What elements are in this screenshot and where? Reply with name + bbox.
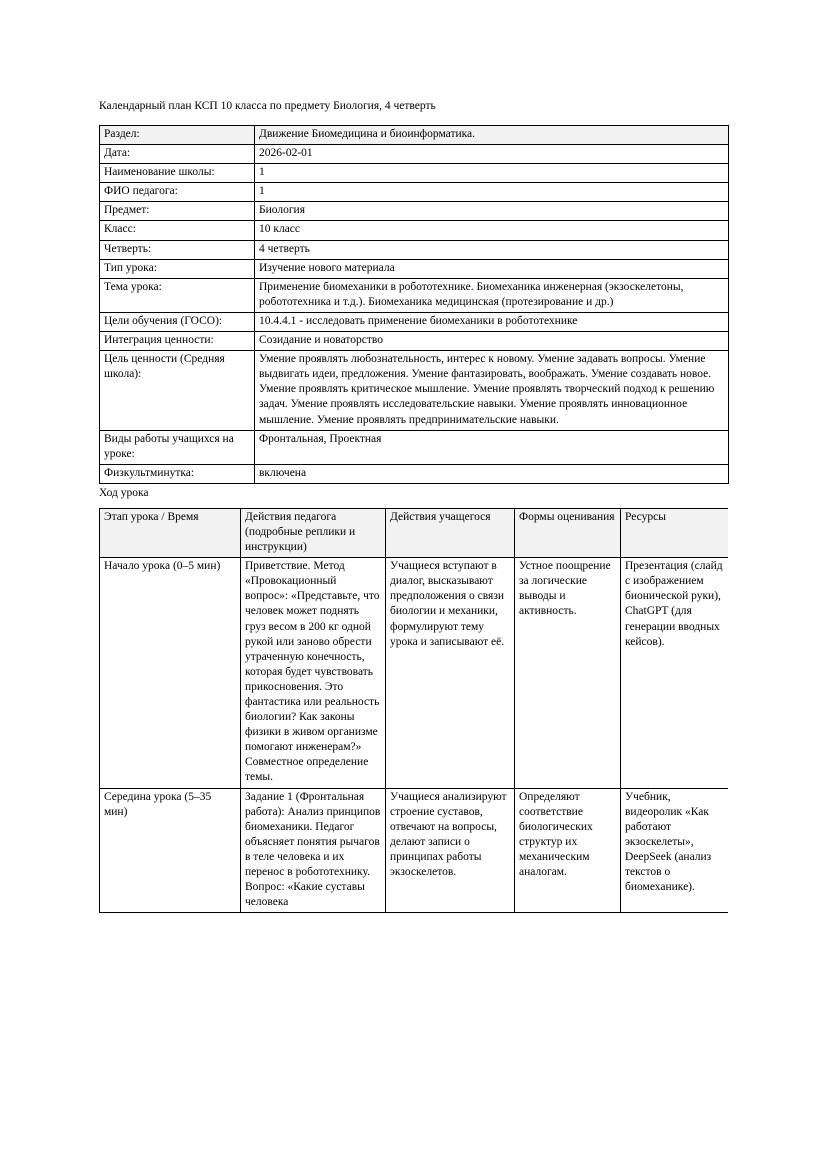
table-row	[100, 164, 729, 183]
table-row	[100, 126, 729, 145]
info-label: Раздел:	[100, 126, 255, 145]
info-value: Созидание и новаторство	[255, 332, 729, 351]
info-value: 1	[255, 164, 729, 183]
info-label: Дата:	[100, 145, 255, 164]
info-label: Четверть:	[100, 240, 255, 259]
cell-assessment: Устное поощрение за логические выводы и активность.	[515, 558, 621, 788]
lesson-plan-body	[100, 558, 729, 913]
table-row	[100, 221, 729, 240]
lesson-plan-head	[100, 508, 729, 557]
table-row	[100, 259, 729, 278]
info-label: Наименование школы:	[100, 164, 255, 183]
table-row	[100, 312, 729, 331]
info-value: включена	[255, 464, 729, 483]
lesson-plan-table	[99, 508, 728, 913]
cell-teacher-actions: Приветствие. Метод «Провокационный вопрос»: «Представьте, что человек может поднять груз весом в 200 кг одной рукой или заново обрести утраченную конечность, которая будет чувствовать прикосновения. Это фантастика или реальность биологии? Как законы физики в живом организме помогают инженерам?» Совместное определение темы.	[241, 558, 386, 788]
info-label: Тип урока:	[100, 259, 255, 278]
cell-assessment: Определяют соответствие биологических структур их механическим аналогам.	[515, 788, 621, 913]
table-row	[100, 351, 729, 430]
document-content	[99, 99, 728, 1076]
cell-student-actions: Учащиеся анализируют строение суставов, отвечают на вопросы, делают записи о принципах работы экзоскелетов.	[386, 788, 515, 913]
table-row	[100, 788, 729, 913]
table-row	[100, 332, 729, 351]
info-label: Цели обучения (ГОСО):	[100, 312, 255, 331]
cell-teacher-actions: Задание 1 (Фронтальная работа): Анализ принципов биомеханики. Педагог объясняет понятия рычагов в теле человека и их перенос в робототехнику. Вопрос: «Какие суставы человека	[241, 788, 386, 913]
table-row	[100, 430, 729, 464]
table-row	[100, 202, 729, 221]
info-label: Цель ценности (Средняя школа):	[100, 351, 255, 430]
info-label: Виды работы учащихся на уроке:	[100, 430, 255, 464]
info-value: 10.4.4.1 - исследовать применение биомеханики в робототехнике	[255, 312, 729, 331]
info-value: 1	[255, 183, 729, 202]
info-value: Движение Биомедицина и биоинформатика.	[255, 126, 729, 145]
table-row	[100, 464, 729, 483]
info-value: 2026-02-01	[255, 145, 729, 164]
table-row	[100, 278, 729, 312]
info-value: Биология	[255, 202, 729, 221]
cell-student-actions: Учащиеся вступают в диалог, высказывают предположения о связи биологии и механики, формулируют тему урока и записывают её.	[386, 558, 515, 788]
table-header-row	[100, 508, 729, 557]
info-value: Умение проявлять любознательность, интерес к новому. Умение задавать вопросы. Умение выдвигать идеи, предложения. Умение фантазировать, воображать. Умение создавать новое. Умение проявлять критическое мышление. Умение проявлять творческий подход к решению задач. Умение проявлять исследовательские навыки. Умение проявлять инновационное мышление. Умение проявлять предпринимательские навыки.	[255, 351, 729, 430]
lesson-plan-wrapper	[99, 508, 728, 1076]
lesson-flow-label: Ход урока	[99, 486, 149, 499]
lesson-info-body	[100, 126, 729, 484]
cell-stage: Середина урока (5–35 мин)	[100, 788, 241, 913]
table-row	[100, 558, 729, 788]
info-value: 4 четверть	[255, 240, 729, 259]
info-value: 10 класс	[255, 221, 729, 240]
table-row	[100, 183, 729, 202]
info-label: Класс:	[100, 221, 255, 240]
column-header-assessment: Формы оценивания	[515, 508, 621, 557]
column-header-stage: Этап урока / Время	[100, 508, 241, 557]
info-label: Физкультминутка:	[100, 464, 255, 483]
column-header-resources: Ресурсы	[621, 508, 729, 557]
info-value: Фронтальная, Проектная	[255, 430, 729, 464]
lesson-info-table	[99, 125, 729, 484]
column-header-teacher-actions: Действия педагога (подробные реплики и инструкции)	[241, 508, 386, 557]
info-label: ФИО педагога:	[100, 183, 255, 202]
cell-resources: Презентация (слайд с изображением бионической руки), ChatGPT (для генерации вводных кейсов).	[621, 558, 729, 788]
cell-resources: Учебник, видеоролик «Как работают экзоскелеты», DeepSeek (анализ текстов о биомеханике).	[621, 788, 729, 913]
info-label: Тема урока:	[100, 278, 255, 312]
info-label: Интеграция ценности:	[100, 332, 255, 351]
table-row	[100, 240, 729, 259]
info-label: Предмет:	[100, 202, 255, 221]
column-header-student-actions: Действия учащегося	[386, 508, 515, 557]
table-row	[100, 145, 729, 164]
page-title: Календарный план КСП 10 класса по предмету Биология, 4 четверть	[99, 100, 436, 112]
info-value: Изучение нового материала	[255, 259, 729, 278]
cell-stage: Начало урока (0–5 мин)	[100, 558, 241, 788]
info-value: Применение биомеханики в робототехнике. Биомеханика инженерная (экзоскелетоны, робототехника и т.д.). Биомеханика медицинская (протезирование и др.)	[255, 278, 729, 312]
